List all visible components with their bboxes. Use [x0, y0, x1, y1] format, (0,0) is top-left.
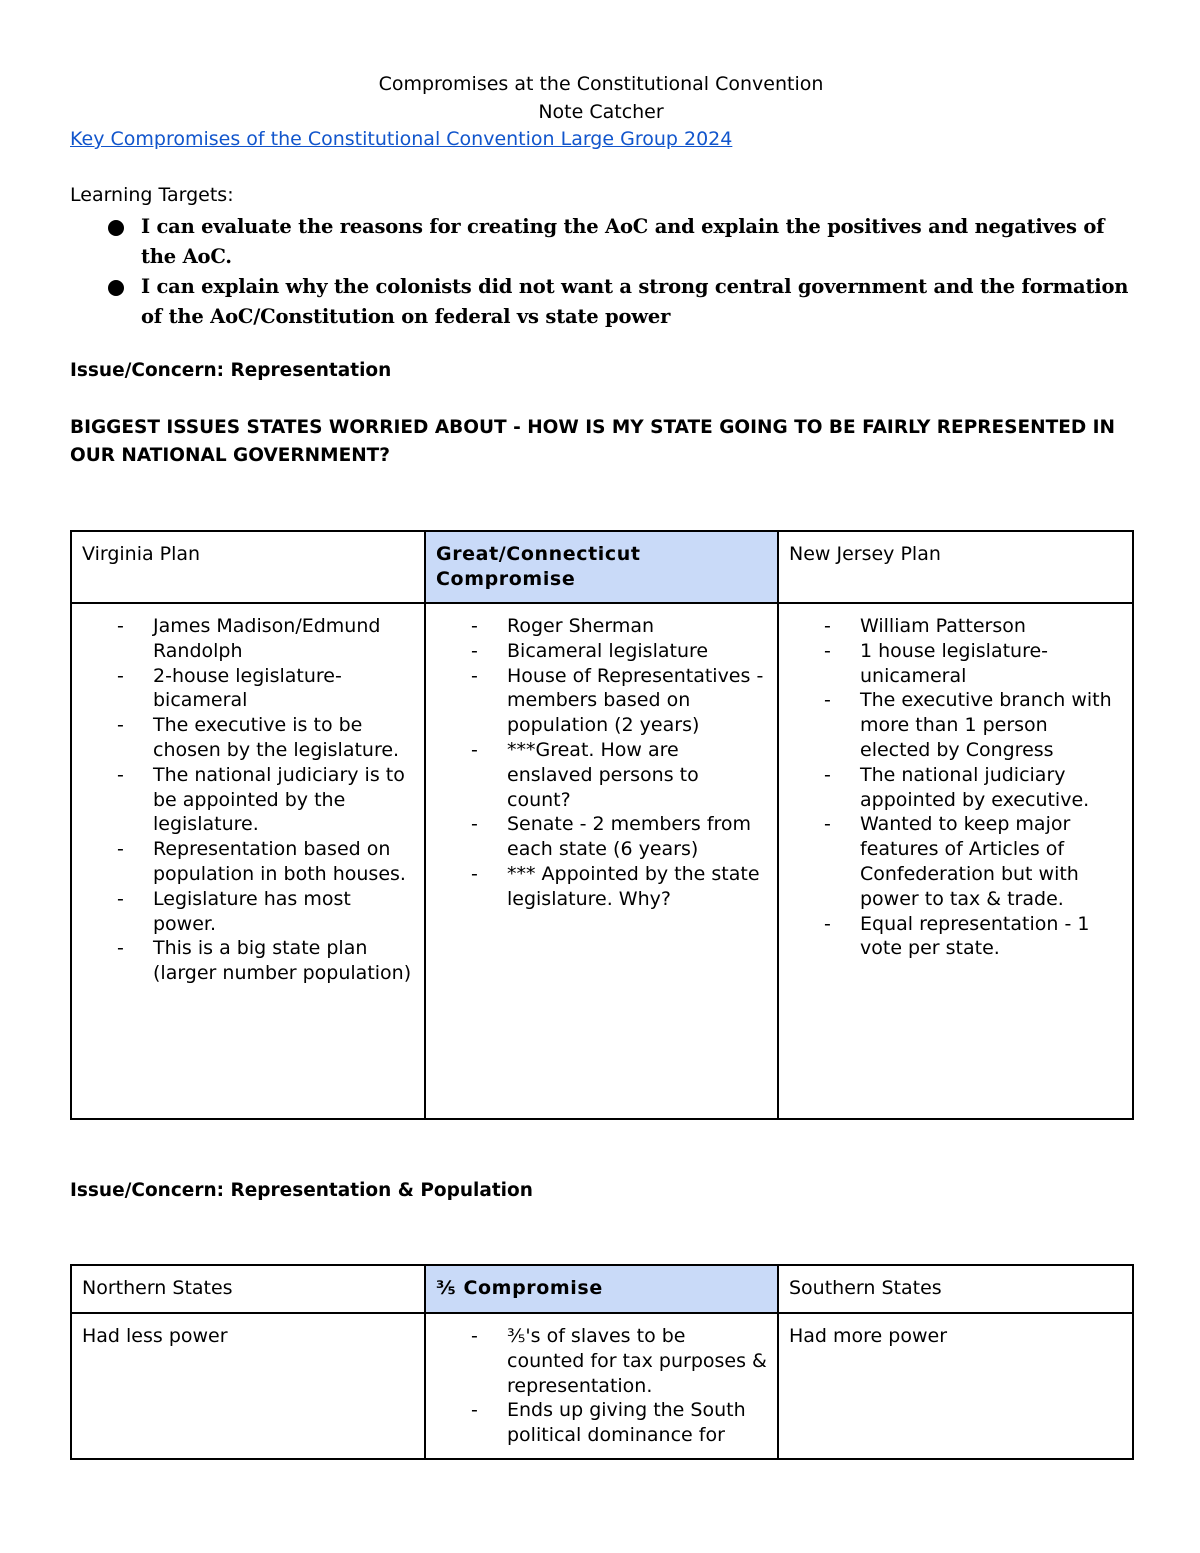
list-item: - The national judiciary appointed by executive.	[824, 763, 1090, 811]
list-item: - Legislature has most power.	[117, 887, 351, 935]
list-item: - House of Representatives - members based on population (2 years)	[471, 664, 764, 737]
list-item: - ***Great. How are enslaved persons to count?	[471, 738, 699, 811]
list-item: - Bicameral legislature	[471, 639, 709, 662]
great-compromise-cell	[425, 603, 778, 1119]
list-item: - James Madison/Edmund Randolph	[117, 615, 381, 662]
list-item: - 1 house legislature- unicameral	[824, 639, 1049, 687]
header-new-jersey-plan: New Jersey Plan	[778, 531, 1133, 603]
header-great-compromise: Great/Connecticut Compromise	[425, 531, 778, 603]
new-jersey-plan-cell	[778, 603, 1133, 1119]
learning-targets-list	[70, 212, 1132, 332]
document-page	[70, 70, 1132, 470]
issue-heading-representation-population: Issue/Concern: Representation & Population	[70, 1180, 533, 1201]
bullet-icon	[108, 280, 124, 296]
list-item: - Equal representation - 1 vote per state.	[824, 912, 1090, 960]
list-item: - *** Appointed by the state legislature. Why?	[471, 862, 760, 910]
list-item: - 2-house legislature- bicameral	[117, 664, 342, 712]
list-item: - Roger Sherman	[471, 615, 655, 637]
list-item: - The national judiciary is to be appointed by the legislature.	[117, 763, 405, 836]
list-item: - Representation based on population in both houses.	[117, 838, 406, 885]
list-item: - Wanted to keep major features of Articles of Confederation but with power to tax & trade.	[824, 813, 1079, 910]
learning-target-item: I can evaluate the reasons for creating the AoC and explain the positives and negatives of the AoC.	[70, 212, 1132, 272]
issue-heading-representation: Issue/Concern: Representation	[70, 360, 392, 381]
document-subtitle: Note Catcher	[538, 101, 664, 123]
document-title: Compromises at the Constitutional Convention	[378, 73, 824, 95]
southern-states-cell: Had more power	[778, 1313, 1133, 1459]
list-item: - This is a big state plan (larger number population)	[117, 937, 412, 985]
three-fifths-compromise-cell	[425, 1313, 778, 1459]
biggest-issues-question: BIGGEST ISSUES STATES WORRIED ABOUT - HOW IS MY STATE GOING TO BE FAIRLY REPRESENTED IN OUR NATIONAL GOVERNMENT?	[70, 417, 1115, 466]
list-item: - ⅗'s of slaves to be counted for tax purposes & representation.	[471, 1325, 767, 1397]
learning-targets-label: Learning Targets:	[70, 184, 234, 206]
list-item: - William Patterson	[824, 615, 1026, 637]
slides-link[interactable]: Key Compromises of the Constitutional Convention Large Group 2024	[70, 128, 733, 150]
virginia-plan-cell	[71, 603, 425, 1119]
list-item: - Senate - 2 members from each state (6 years)	[471, 813, 752, 861]
three-fifths-table	[70, 1264, 1134, 1460]
list-item: - The executive is to be chosen by the legislature.	[117, 714, 400, 761]
header-southern-states: Southern States	[778, 1265, 1133, 1313]
header-northern-states: Northern States	[71, 1265, 425, 1313]
list-item: - The executive branch with more than 1 person elected by Congress	[824, 689, 1112, 761]
header-virginia-plan: Virginia Plan	[71, 531, 425, 603]
northern-states-cell: Had less power	[71, 1313, 425, 1459]
list-item: - Ends up giving the South political dominance for	[471, 1399, 746, 1447]
bullet-icon	[108, 220, 124, 236]
representation-table	[70, 530, 1134, 1120]
learning-target-item: I can explain why the colonists did not want a strong central government and the formation of the AoC/Constitution on federal vs state power	[70, 272, 1132, 332]
header-three-fifths-compromise: ⅗ Compromise	[425, 1265, 778, 1313]
